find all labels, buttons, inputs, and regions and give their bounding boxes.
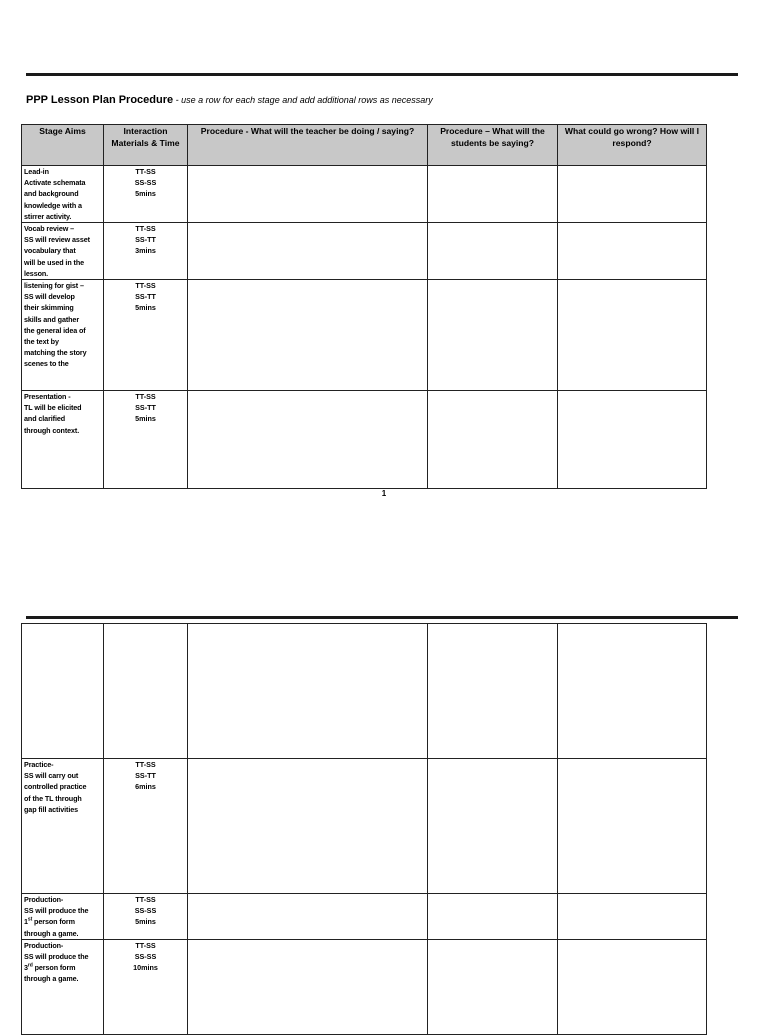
teacher-procedure-cell[interactable]	[188, 939, 428, 1034]
table-row	[22, 624, 707, 759]
lesson-plan-table-page-2	[21, 623, 707, 1035]
stage-aim-cell[interactable]: listening for gist – SS will develop their skimming skills and gather the general idea of the text by matching the story scenes to the	[22, 280, 104, 391]
problems-cell[interactable]	[558, 280, 707, 391]
teacher-procedure-cell[interactable]	[188, 894, 428, 940]
problems-cell[interactable]	[558, 939, 707, 1034]
lesson-plan-title: PPP Lesson Plan Procedure	[26, 94, 174, 106]
interaction-cell[interactable]: TT-SS SS-TT 5mins	[104, 391, 188, 489]
table-row	[22, 223, 707, 280]
stage-aim-text-end: person form through a game.	[24, 963, 79, 984]
teacher-procedure-cell[interactable]	[188, 166, 428, 223]
interaction-cell[interactable]: TT-SS SS-SS 5mins	[104, 166, 188, 223]
col-header-stage-aims: Stage Aims	[22, 125, 104, 166]
stage-aim-cell[interactable]: Vocab review – SS will review asset vocabulary that will be used in the lesson.	[22, 223, 104, 280]
col-header-student-procedure: Procedure – What will the students be saying?	[428, 125, 558, 166]
table-row	[22, 391, 707, 489]
student-procedure-cell[interactable]	[428, 223, 558, 280]
top-rule-page-2	[26, 616, 738, 619]
table-row	[22, 166, 707, 223]
teacher-procedure-cell[interactable]	[188, 624, 428, 759]
stage-aim-cell[interactable]: Practice- SS will carry out controlled practice of the TL through gap fill activities	[22, 759, 104, 894]
interaction-cell[interactable]: TT-SS SS-TT 6mins	[104, 759, 188, 894]
teacher-procedure-cell[interactable]	[188, 759, 428, 894]
problems-cell[interactable]	[558, 166, 707, 223]
col-header-what-could-go-wrong: What could go wrong? How will I respond?	[558, 125, 707, 166]
student-procedure-cell[interactable]	[428, 166, 558, 223]
table-row	[22, 939, 707, 1034]
col-header-teacher-procedure: Procedure - What will the teacher be doing / saying?	[188, 125, 428, 166]
stage-aim-text-end: person form through a game.	[24, 917, 79, 938]
student-procedure-cell[interactable]	[428, 280, 558, 391]
problems-cell[interactable]	[558, 624, 707, 759]
table-header-row	[22, 125, 707, 166]
teacher-procedure-cell[interactable]	[188, 223, 428, 280]
stage-aim-text-start: Production- SS will produce the 1	[24, 895, 89, 927]
stage-aim-cell[interactable]: Lead-in Activate schemata and background knowledge with a stirrer activity.	[22, 166, 104, 223]
student-procedure-cell[interactable]	[428, 939, 558, 1034]
ordinal-suffix: st	[27, 917, 33, 924]
page-number: 1	[381, 489, 387, 498]
stage-aim-cell[interactable]	[22, 624, 104, 759]
problems-cell[interactable]	[558, 759, 707, 894]
student-procedure-cell[interactable]	[428, 624, 558, 759]
student-procedure-cell[interactable]	[428, 391, 558, 489]
problems-cell[interactable]	[558, 391, 707, 489]
student-procedure-cell[interactable]	[428, 894, 558, 940]
lesson-plan-table-page-1	[21, 124, 707, 489]
teacher-procedure-cell[interactable]	[188, 280, 428, 391]
table-row	[22, 759, 707, 894]
interaction-cell[interactable]: TT-SS SS-SS 5mins	[104, 894, 188, 940]
interaction-cell[interactable]: TT-SS SS-SS 10mins	[104, 939, 188, 1034]
problems-cell[interactable]	[558, 223, 707, 280]
stage-aim-cell[interactable]	[22, 939, 104, 1034]
interaction-cell[interactable]: TT-SS SS-TT 5mins	[104, 280, 188, 391]
top-rule-page-1	[26, 73, 738, 76]
ordinal-suffix: rd	[27, 962, 33, 969]
table-row	[22, 280, 707, 391]
interaction-cell[interactable]	[104, 624, 188, 759]
student-procedure-cell[interactable]	[428, 759, 558, 894]
lesson-plan-heading	[26, 94, 433, 106]
problems-cell[interactable]	[558, 894, 707, 940]
interaction-cell[interactable]: TT-SS SS-TT 3mins	[104, 223, 188, 280]
stage-aim-cell[interactable]	[22, 894, 104, 940]
stage-aim-text-start: Production- SS will produce the 3	[24, 940, 89, 973]
stage-aim-cell[interactable]: Presentation - TL will be elicited and clarified through context.	[22, 391, 104, 489]
lesson-plan-instruction: - use a row for each stage and add additional rows as necessary	[173, 95, 433, 105]
teacher-procedure-cell[interactable]	[188, 391, 428, 489]
table-row	[22, 894, 707, 940]
col-header-interaction: Interaction Materials & Time	[104, 125, 188, 166]
